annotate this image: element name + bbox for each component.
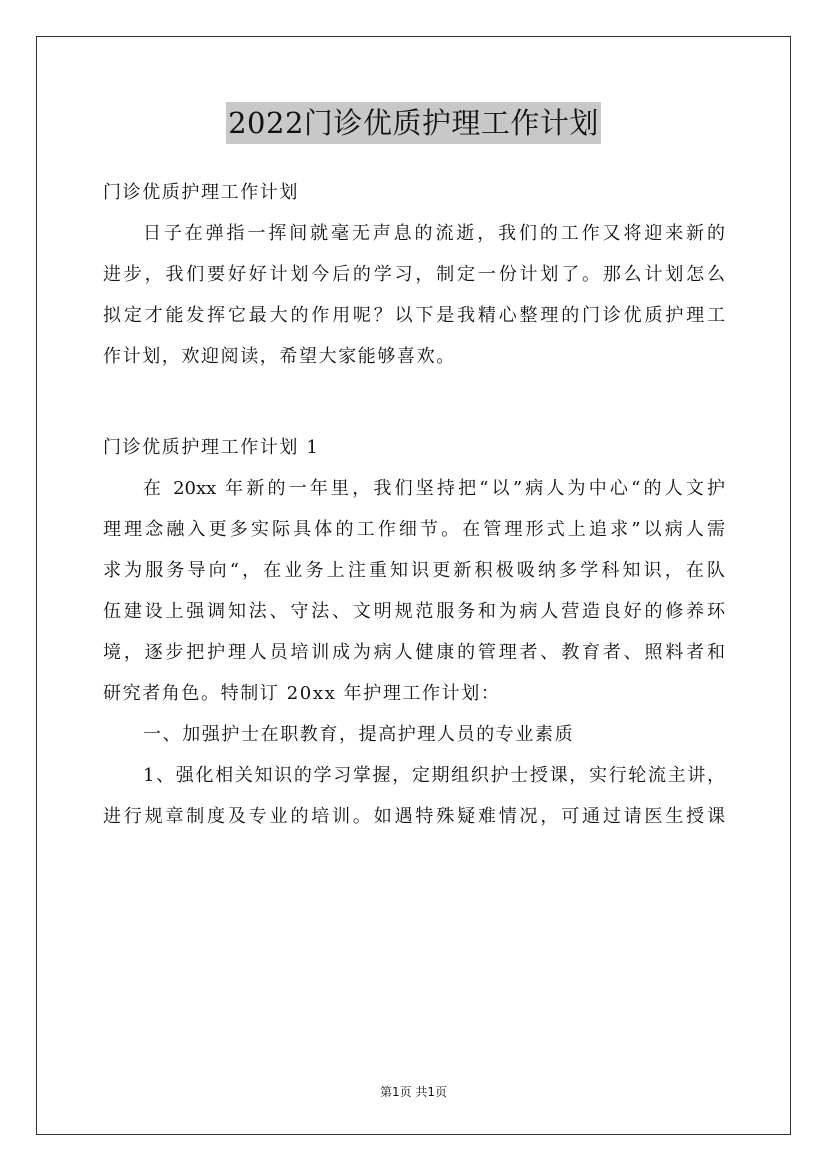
paragraph-line: 进行规章制度及专业的培训。如遇特殊疑难情况，可通过请医生授课 — [103, 806, 725, 827]
subsection-heading: 一、加强护士在职教育，提高护理人员的专业素质 — [143, 724, 575, 745]
title-container — [0, 102, 827, 144]
spacer — [103, 377, 725, 427]
paragraph-line: 理理念融入更多实际具体的工作细节。在管理形式上追求”以病人需 — [103, 519, 725, 540]
document-title: 2022门诊优质护理工作计划 — [226, 102, 601, 144]
paragraph-line: 拟定才能发挥它最大的作用呢？以下是我精心整理的门诊优质护理工 — [103, 305, 725, 326]
section-heading: 门诊优质护理工作计划 1 — [103, 437, 320, 458]
paragraph-line: 研究者角色。特制订 20xx 年护理工作计划： — [103, 683, 501, 704]
paragraph-line: 1、强化相关知识的学习掌握，定期组织护士授课，实行轮流主讲， — [143, 765, 725, 786]
paragraph-line: 在 20xx 年新的一年里，我们坚持把“以”病人为中心“的人文护 — [143, 478, 725, 499]
paragraph-line: 求为服务导向“，在业务上注重知识更新积极吸纳多学科知识，在队 — [103, 560, 725, 581]
document-body — [103, 172, 725, 837]
paragraph-line: 日子在弹指一挥间就毫无声息的流逝，我们的工作又将迎来新的 — [143, 223, 725, 244]
section-heading: 门诊优质护理工作计划 — [103, 182, 299, 203]
page-number: 第1页 共1页 — [379, 1085, 448, 1099]
paragraph-line: 进步，我们要好好计划今后的学习，制定一份计划了。那么计划怎么 — [103, 264, 725, 285]
paragraph-line: 伍建设上强调知法、守法、文明规范服务和为病人营造良好的修养环 — [103, 601, 725, 622]
paragraph-line: 作计划，欢迎阅读，希望大家能够喜欢。 — [103, 346, 456, 367]
paragraph-line: 境，逐步把护理人员培训成为病人健康的管理者、教育者、照料者和 — [103, 642, 725, 663]
